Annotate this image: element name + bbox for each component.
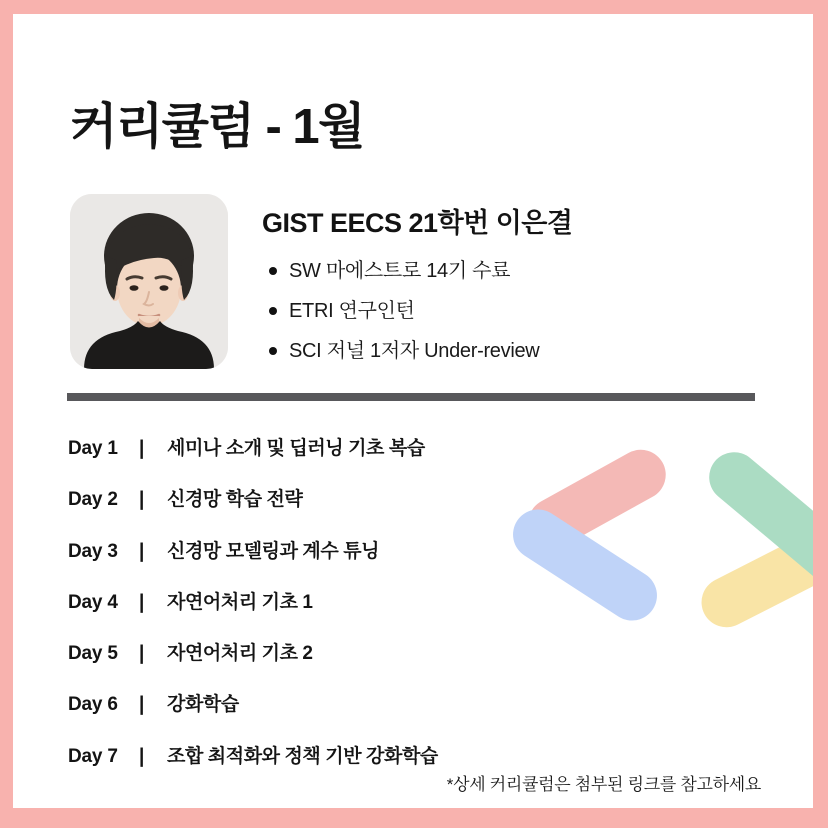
day-topic: 자연어처리 기초 1	[167, 591, 313, 613]
schedule-row	[68, 745, 438, 769]
day-separator: |	[139, 488, 145, 511]
day-topic: 신경망 모델링과 계수 튜닝	[167, 540, 380, 562]
schedule-row	[68, 488, 438, 512]
day-separator: |	[139, 437, 145, 460]
profile-photo	[70, 194, 228, 369]
day-label: Day 3	[68, 540, 118, 562]
day-label: Day 4	[68, 591, 118, 613]
day-topic: 강화학습	[167, 694, 239, 716]
schedule-list	[68, 437, 438, 796]
profile-name: GIST EECS 21학번 이은결	[262, 208, 573, 238]
profile-bullet-item: SW 마에스트로 14기 수료	[262, 259, 742, 283]
day-label: Day 6	[68, 694, 118, 716]
day-separator: |	[139, 744, 145, 768]
day-separator: |	[139, 693, 145, 716]
page-title: 커리큘럼 - 1월	[70, 100, 364, 154]
day-topic: 자연어처리 기초 2	[167, 643, 313, 664]
slide-card	[13, 14, 813, 808]
profile-bullet-list	[262, 259, 742, 363]
day-separator: |	[139, 539, 145, 563]
day-topic: 조합 최적화와 정책 기반 강화학습	[167, 745, 438, 767]
day-separator: |	[139, 591, 145, 614]
day-label: Day 7	[68, 745, 118, 767]
day-topic: 세미나 소개 및 딥러닝 기초 복습	[167, 438, 425, 459]
profile-bullet-item: SCI 저널 1저자 Under-review	[262, 339, 742, 363]
day-separator: |	[139, 642, 145, 665]
profile-info	[262, 201, 742, 379]
schedule-row	[68, 437, 438, 461]
profile-bullet-item: ETRI 연구인턴	[262, 299, 742, 323]
portrait-illustration	[70, 194, 228, 369]
schedule-row	[68, 693, 438, 717]
day-label: Day 5	[68, 643, 118, 664]
slide-content	[13, 14, 813, 808]
schedule-row	[68, 540, 438, 564]
day-label: Day 1	[68, 438, 118, 459]
day-topic: 신경망 학습 전략	[167, 489, 303, 511]
schedule-row	[68, 591, 438, 615]
schedule-row	[68, 642, 438, 666]
footnote: *상세 커리큘럼은 첨부된 링크를 참고하세요	[446, 775, 761, 794]
day-label: Day 2	[68, 489, 118, 511]
section-divider	[67, 393, 755, 401]
